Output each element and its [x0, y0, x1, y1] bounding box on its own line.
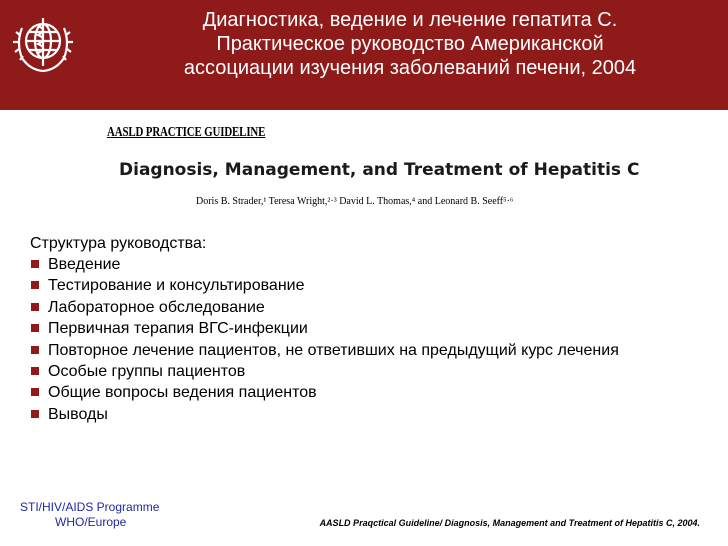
list-item-label: Тестирование и консультирование	[48, 277, 305, 295]
square-bullet-icon	[31, 324, 39, 332]
structure-heading: Структура руководства:	[30, 235, 207, 252]
title-line-1: Диагностика, ведение и лечение гепатита С.	[202, 9, 618, 31]
square-bullet-icon	[31, 281, 39, 289]
list-item	[30, 276, 690, 295]
list-item	[30, 255, 690, 274]
square-bullet-icon	[31, 260, 39, 268]
list-item	[30, 362, 690, 381]
paper-authors: Doris B. Strader,¹ Teresa Wright,²·³ David L. Thomas,⁴ and Leonard B. Seeff⁵·⁶	[196, 196, 514, 207]
list-item-label: Выводы	[48, 405, 108, 423]
programme-footer	[20, 500, 170, 530]
list-item-label: Особые группы пациентов	[48, 362, 246, 380]
square-bullet-icon	[31, 303, 39, 311]
paper-series-label: AASLD PRACTICE GUIDELINE	[107, 125, 266, 140]
list-item	[30, 383, 690, 402]
list-item	[30, 405, 690, 424]
square-bullet-icon	[31, 410, 39, 418]
list-item-label: Лабораторное обследование	[48, 298, 265, 316]
square-bullet-icon	[31, 346, 39, 354]
list-item-label: Повторное лечение пациентов, не ответивших на предыдущий курс лечения	[48, 341, 619, 359]
list-item	[30, 319, 690, 338]
paper-title: Diagnosis, Management, and Treatment of Hepatitis C	[119, 160, 640, 180]
title-line-3: ассоциации изучения заболеваний печени, 2004	[183, 57, 637, 79]
title-line-2: Практическое руководство Американской	[216, 33, 604, 55]
list-item-label: Введение	[48, 256, 121, 273]
structure-list	[30, 255, 690, 424]
list-item	[30, 298, 690, 317]
list-item-label: Первичная терапия ВГС-инфекции	[48, 320, 308, 338]
citation-footer: AASLD Praqctical Guideline/ Diagnosis, Management and Treatment of Hepatitis C, 2004.	[319, 518, 700, 528]
title-bar	[0, 0, 728, 110]
list-item	[30, 341, 660, 360]
slide-title	[95, 8, 725, 80]
programme-name: STI/HIV/AIDS Programme	[20, 500, 160, 514]
organization-name: WHO/Europe	[55, 515, 127, 529]
square-bullet-icon	[31, 367, 39, 375]
list-item-label: Общие вопросы ведения пациентов	[48, 384, 317, 402]
square-bullet-icon	[31, 388, 39, 396]
structure-section	[30, 234, 690, 426]
who-emblem-icon	[8, 8, 78, 78]
